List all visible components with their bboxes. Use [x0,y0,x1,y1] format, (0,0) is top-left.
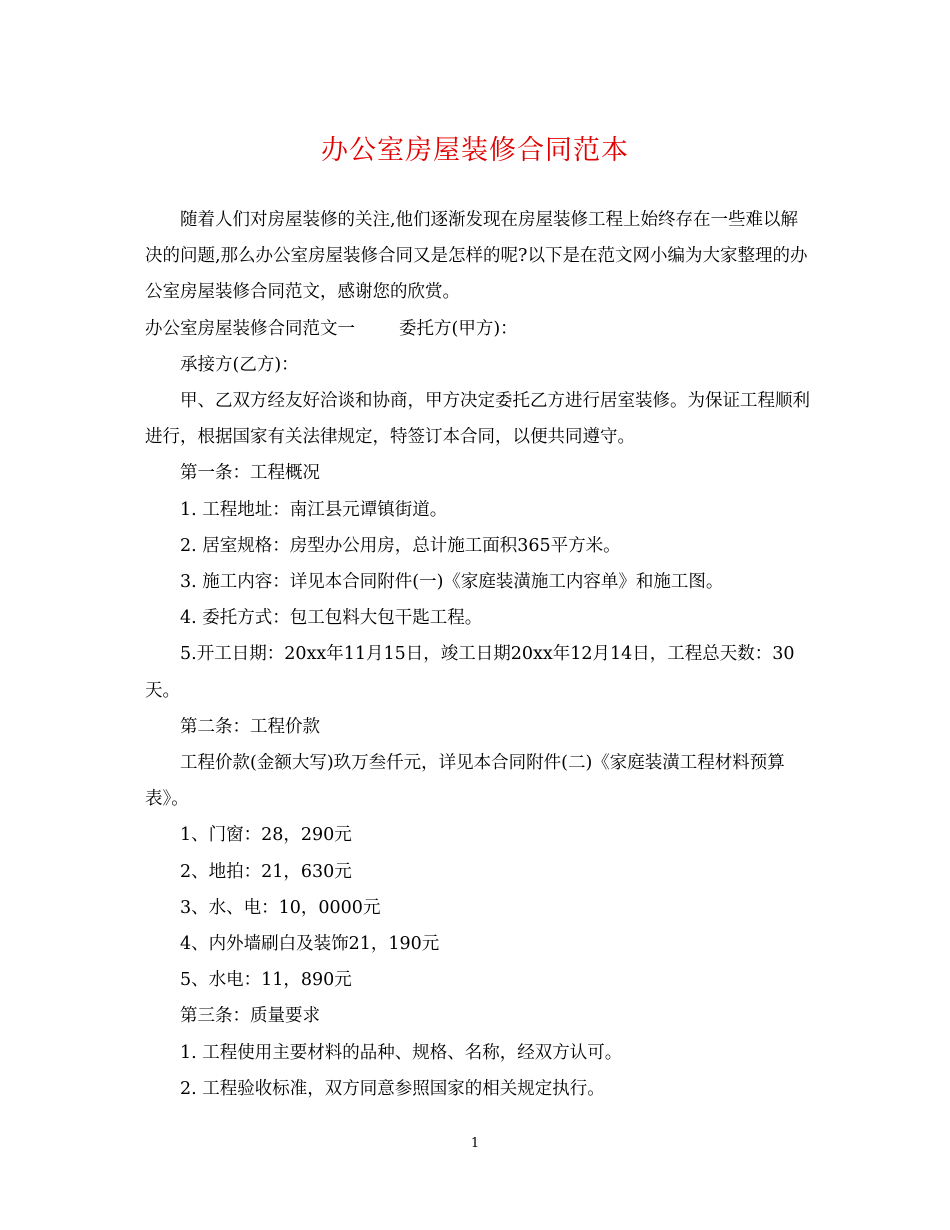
section-heading: 办公室房屋装修合同范文一 [145,318,355,339]
article1-item: 5.开工日期：20xx年11月15日，竣工日期20xx年12月14日，工程总天数：30天。 [145,644,795,701]
document-title: 办公室房屋装修合同范本 [321,135,629,166]
document-body [145,202,810,1107]
page-number: 1 [470,1136,480,1151]
article2-item: 2、地拍：21，630元 [180,861,352,882]
article1-item: 4. 委托方式：包工包料大包干匙工程。 [180,608,483,629]
article1-item: 3. 施工内容：详见本合同附件(一)《家庭装潢施工内容单》和施工图。 [180,572,724,593]
article3-heading: 第三条：质量要求 [180,1006,320,1027]
article1-item: 2. 居室规格：房型办公用房，总计施工面积365平方米。 [180,535,621,556]
article2-text: 工程价款(金额大写)玖万叁仟元，详见本合同附件(二)《家庭装潢工程材料预算表》。 [145,753,785,810]
article1-heading: 第一条：工程概况 [180,463,320,484]
party-b-label: 承接方(乙方)： [180,354,299,375]
article1-item: 1. 工程地址：南江县元谭镇街道。 [180,499,448,520]
article3-item: 1. 工程使用主要材料的品种、规格、名称，经双方认可。 [180,1042,623,1063]
preamble-paragraph: 甲、乙双方经友好洽谈和协商，甲方决定委托乙方进行居室装修。为保证工程顺利进行，根据国家有关法律规定，特签订本合同，以便共同遵守。 [145,391,810,448]
article2-item: 4、内外墙刷白及装饰21，190元 [180,934,440,955]
article3-item: 2. 工程验收标准，双方同意参照国家的相关规定执行。 [180,1078,605,1099]
section-heading-line [145,311,810,347]
article2-item: 5、水电：11，890元 [180,970,352,991]
article2-item: 1、门窗：28，290元 [180,825,352,846]
party-a-label: 委托方(甲方)： [399,318,518,339]
intro-paragraph: 随着人们对房屋装修的关注,他们逐渐发现在房屋装修工程上始终存在一些难以解决的问题,那么办公室房屋装修合同又是怎样的呢?以下是在范文网小编为大家整理的办公室房屋装修合同范文，感谢您的欣赏。 [145,210,808,303]
article2-item: 3、水、电：10，0000元 [180,897,381,918]
article2-heading: 第二条：工程价款 [180,716,320,737]
